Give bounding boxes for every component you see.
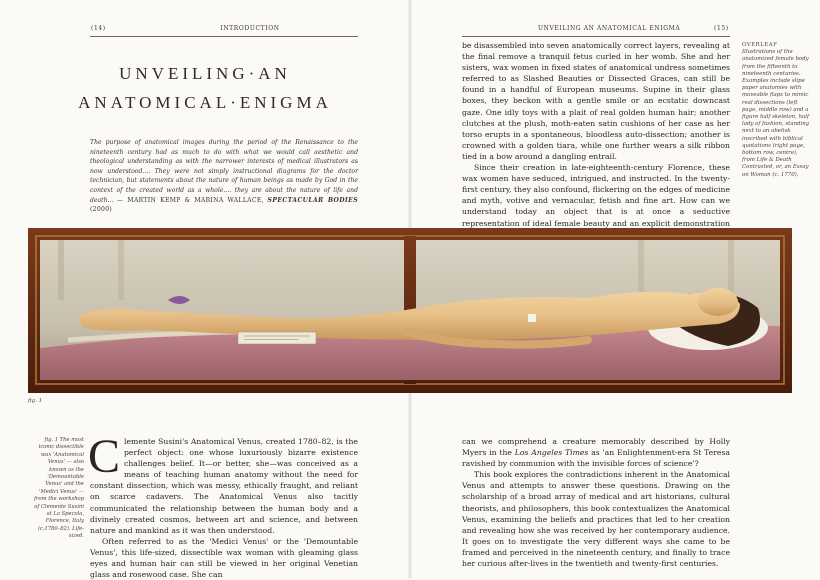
left-page-number: (14) (91, 25, 106, 32)
left-paragraph-1: lemente Susini's Anatomical Venus, created 1780–82, is the perfect object: one whose luxuriously bizarre existence challenges belief. It—or better, she—was conceived as a means of teaching human anatomy without the need for constant dissection, which was messy, ethically fraught, and reliant on scarce cadavers. The Anatomical Venus also tacitly communicated the relationship between the human body and a divinely created cosmos, between art and science, and between nature and mankind as it was then understood. (90, 437, 358, 535)
right-paragraph-3a: can we comprehend a creature memorably described by Holly Myers in the (462, 437, 730, 458)
small-tag (528, 314, 536, 322)
epigraph-text: The purpose of anatomical images during the period of the Renaissance to the nineteenth century had as much to do with what we would call aesthetic and theological understanding as with the narrower interests of medical illustrators as now understood.... They were not simply instructional diagrams for the doctor technician, but statements about the nature of human beings as made by God in the context of the created world as a whole.... they are about the nature of life and death... (90, 139, 358, 204)
left-body-text (88, 430, 358, 580)
epigraph-attribution: — MARTIN KEMP & MARINA WALLACE, (117, 196, 264, 204)
right-head-rule (462, 36, 730, 37)
right-paragraph-1: be disassembled into seven anatomically correct layers, revealing at the final remove a tranquil fetus curled in her womb. She and her sisters, wax women in fixed states of anatomical undress sometimes referred to as Slashed Beauties or Dissected Graces, can still be found in a handful of European museums. Supine in their glass boxes, they beckon with a gentle smile or an ecstatic downcast gaze. One idly toys with a plait of real golden human hair; another clutches at the plush, moth-eaten satin cushions of her case as her torso erupts in a spontaneous, bloodless auto-dissection; another is crowned with a golden tiara, while one further wears a silk ribbon tied in a bow around a dangling entrail. (462, 41, 730, 161)
left-head-rule (90, 36, 358, 37)
left-running-head: INTRODUCTION (220, 25, 280, 32)
drop-cap: C (88, 430, 121, 483)
newspaper-title: Los Angeles Times (514, 448, 589, 458)
figure-caption: fig. 1 The most iconic dissectible wax 'Anatomical Venus' — also known as the 'Demountable Venus' and the 'Medici Venus' — from the workshop of Clemente Susini at La Specola, Florence, Italy (c.1780–82). Life-sized. (34, 437, 84, 540)
chapter-title-line2: ANATOMICAL·ENIGMA (78, 93, 332, 112)
right-page-number: (15) (714, 25, 729, 32)
epigraph-book: SPECTACULAR BODIES (267, 196, 359, 204)
museum-label-card (238, 332, 316, 344)
right-paragraph-2: Since their creation in late-eighteenth-century Florence, these wax women have seduced, intrigued, and instructed. In the twenty-first century, they also confound, flickering on the edges of medicine and myth, votive and vernacular, fetish and fine art. How can we understand today an object that is at once a seductive representation of ideal female beauty and an explicit demonstration (462, 163, 730, 228)
overleaf-caption (742, 42, 812, 179)
figure-label: fig. 1 (28, 398, 43, 404)
right-running-head: UNVEILING AN ANATOMICAL ENIGMA (538, 25, 681, 32)
right-paragraph-3b: as 'an Enlightenment-era St Teresa ravished by communion with the invisible forces of science'? (462, 448, 730, 469)
left-paragraph-2: Often referred to as the 'Medici Venus' or the 'Demountable Venus', this life-sized, dissectible wax woman with gleaming glass eyes and human hair can still be viewed in her original Venetian glass and rosewood case. She can (90, 536, 358, 580)
epigraph (90, 138, 358, 215)
chapter-title-line1: UNVEILING·AN (119, 64, 291, 83)
right-bottom-body-text (462, 436, 730, 569)
overleaf-label: OVERLEAF (742, 42, 778, 48)
overleaf-text: Illustrations of the anatomized female body from the fifteenth to nineteenth centuries. Examples include slipe paper anatomies with moveable flaps to mimic real dissections (left page, middle row) and a figure half skeleton, half lady of fashion, standing next to an obelisk inscribed with biblical quotations (right page, bottom row, centre), from Life & Death Contrasted, or, an Essay on Woman (c. 1770). (742, 49, 810, 178)
epigraph-year: (2000) (90, 206, 113, 214)
anatomical-venus-photo (28, 228, 792, 393)
right-paragraph-4: This book explores the contradictions inherent in the Anatomical Venus and attempts to answer these questions. Drawing on the scholarship of a broad array of medical and art historians, cultural theorists, and philosophers, this book contextualizes the Anatomical Venus, examining the beliefs and practices that led to her creation and revealing how she was received by her contemporary audience. It goes on to investigate the very different ways she came to be framed and perceived in the nineteenth century, and finally to trace her curious after-lives in the twentieth and twenty-first centuries. (462, 470, 730, 569)
anatomical-venus-illustration (28, 228, 792, 393)
wax-figure-head (698, 288, 738, 316)
